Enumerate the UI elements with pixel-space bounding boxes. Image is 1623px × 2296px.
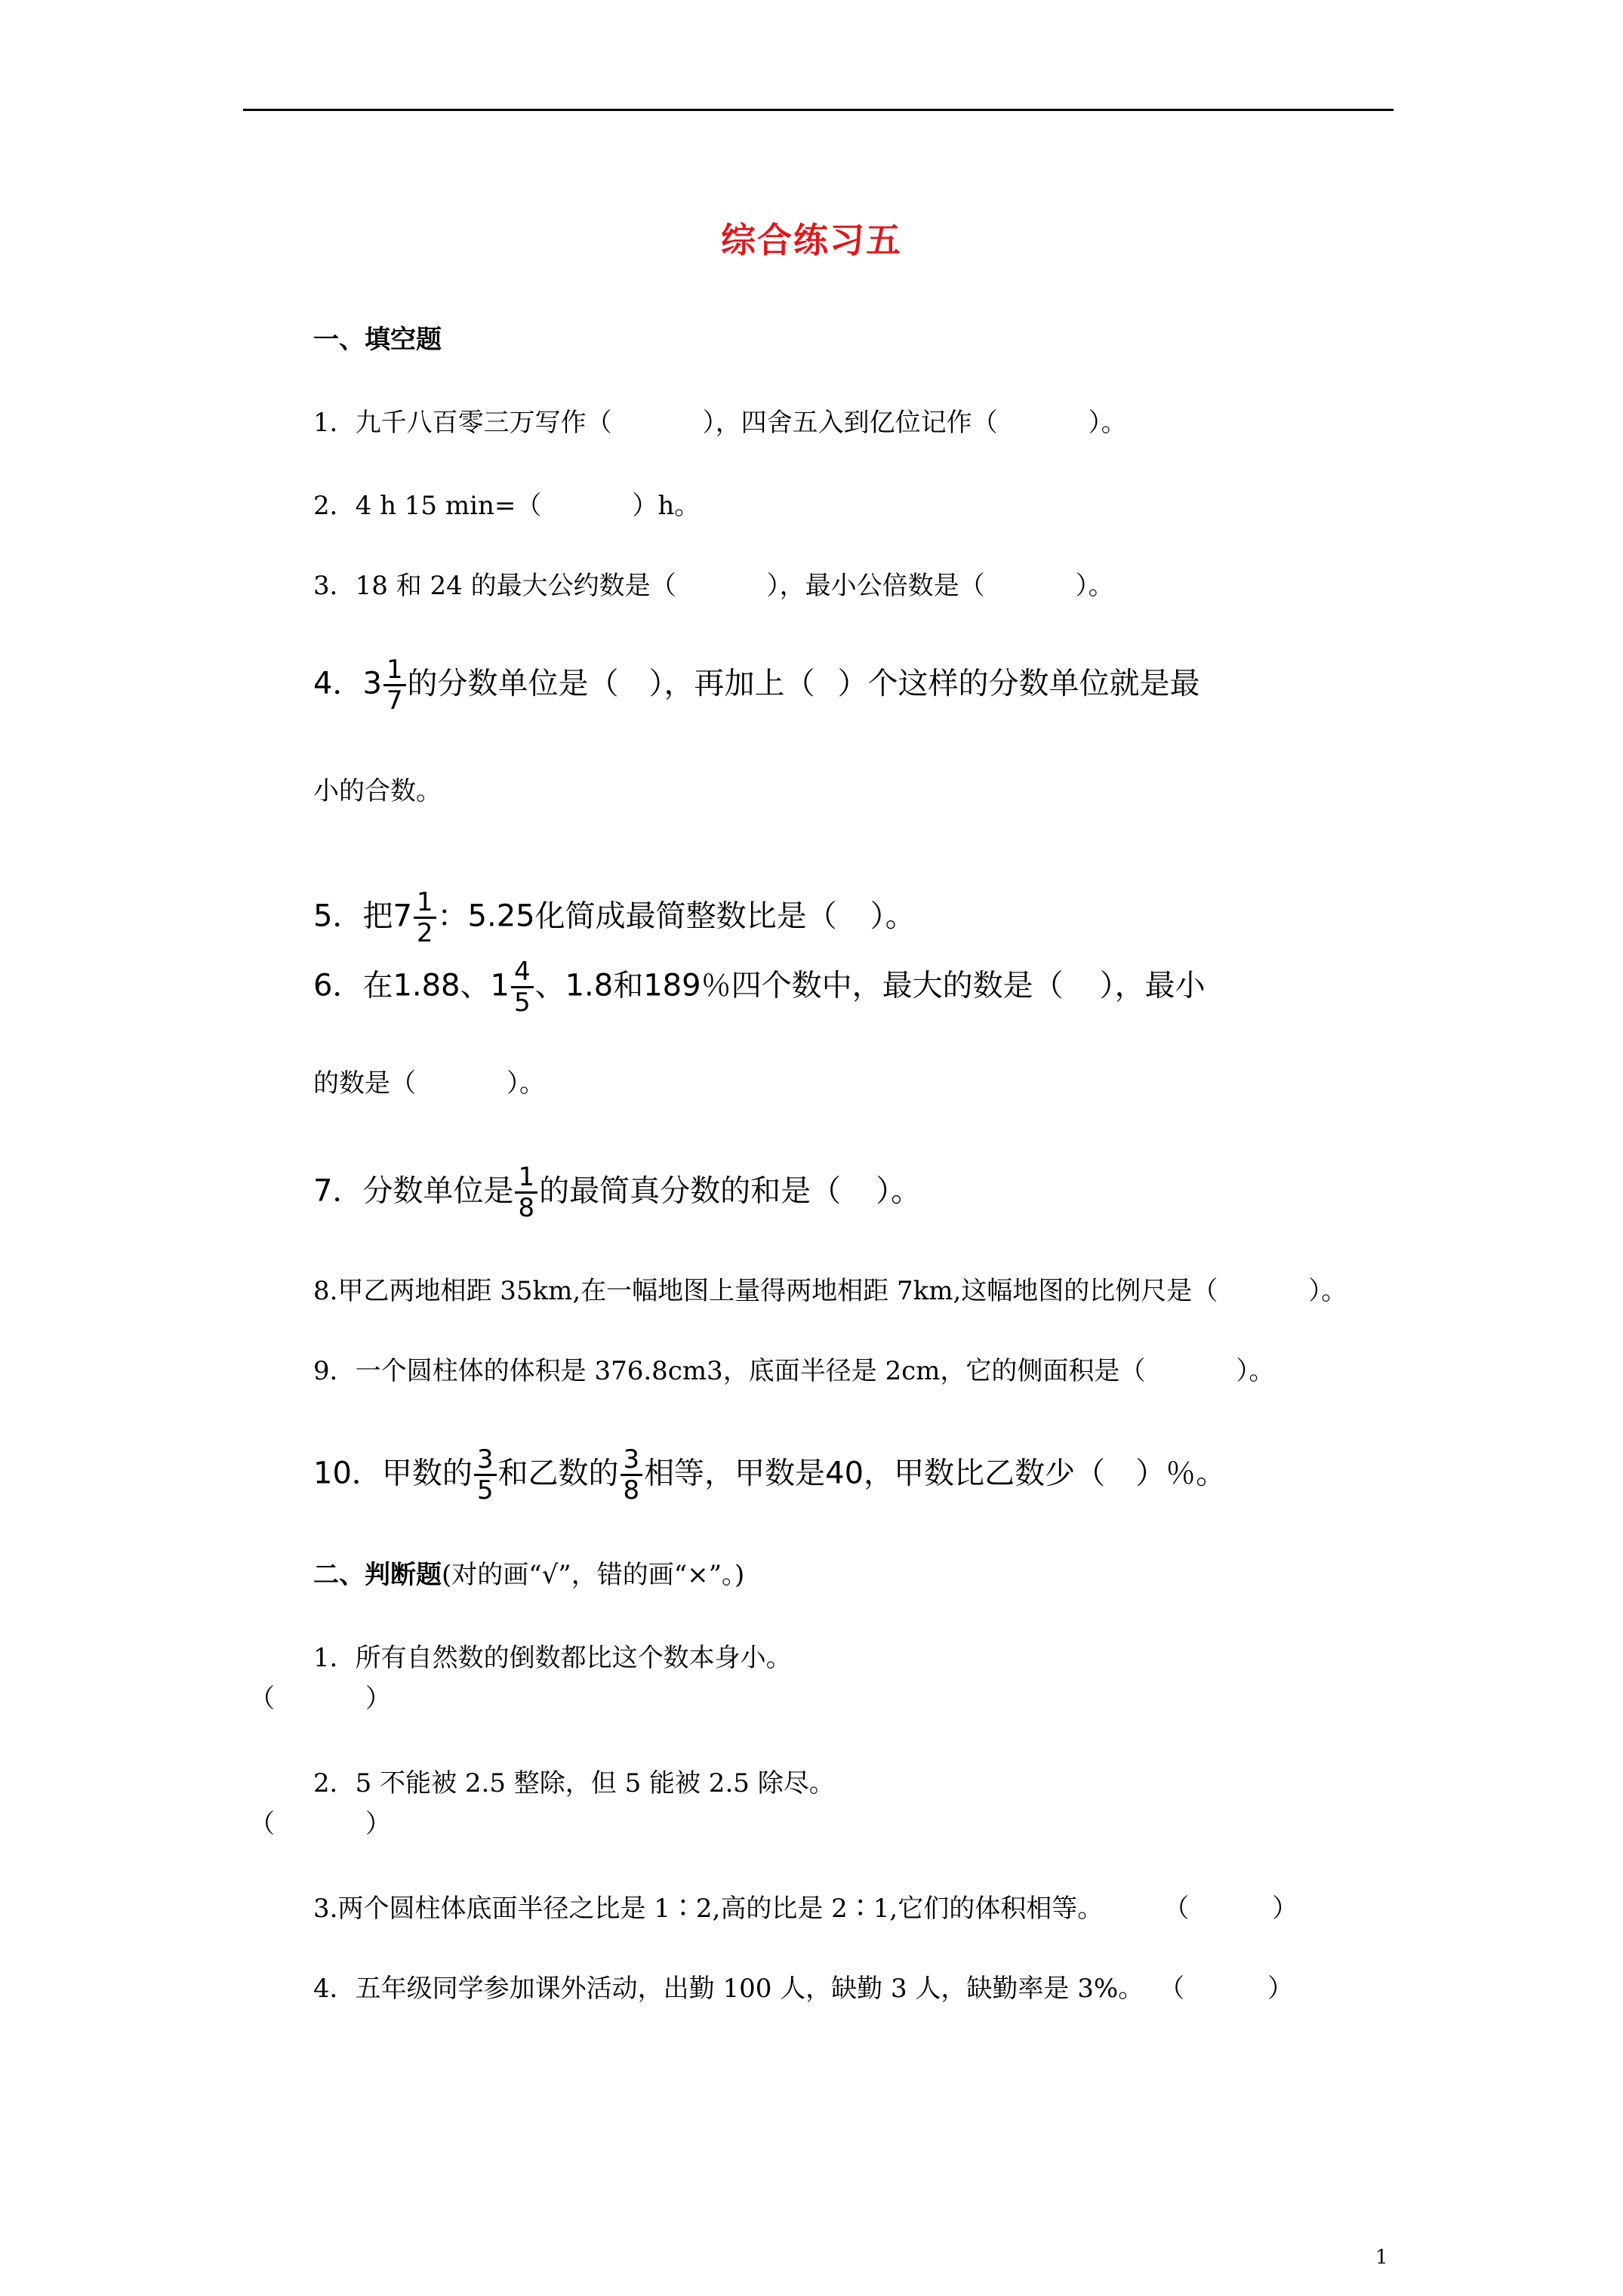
section1-heading: 一、填空题 [313, 325, 442, 355]
question-1-4-cont: 小的合数。 [313, 776, 442, 806]
header-rule [243, 109, 1394, 111]
fraction-4-5: $\frac{4}{5}$ [511, 957, 534, 1017]
fraction-1-2: $\frac{1}{2}$ [414, 888, 436, 948]
question-2-3: 3.两个圆柱体底面半径之比是 1∶2,高的比是 2∶1,它们的体积相等。 （ ） [313, 1894, 1298, 1924]
question-1-7: 7．分数单位是 $\frac{1}{8}$ 的最简真分数的和是（ ）。 [313, 1162, 922, 1223]
question-1-10: 10．甲数的 $\frac{3}{5}$ 和乙数的 $\frac{3}{8}$ 相等，甲数是40，甲数比乙数少（ ）％。 [313, 1444, 1227, 1505]
fraction-1-7: $\frac{1}{7}$ [383, 655, 406, 715]
question-1-5: 5．把7 $\frac{1}{2}$ ：5.25化简成最简整数比是（ ）。 [313, 887, 916, 948]
question-2-1: 1．所有自然数的倒数都比这个数本身小。 [313, 1643, 792, 1673]
question-1-8: 8.甲乙两地相距 35km,在一幅地图上量得两地相距 7km,这幅地图的比例尺是（ ）。 [313, 1276, 1347, 1306]
question-2-4: 4．五年级同学参加课外活动，出勤 100 人，缺勤 3 人，缺勤率是 3%。 （ ） [313, 1974, 1294, 2004]
question-2-2: 2．5 不能被 2.5 整除，但 5 能被 2.5 除尽。 [313, 1768, 835, 1798]
question-1-1: 1．九千八百零三万写作（ ），四舍五入到亿位记作（ ）。 [313, 408, 1127, 438]
page-number: 1 [1375, 2246, 1388, 2269]
fraction-3-8: $\frac{3}{8}$ [621, 1445, 643, 1505]
section2-heading: 二、判断题(对的画“√”，错的画“×”。) [313, 1560, 745, 1590]
question-1-6: 6．在1.88、1 $\frac{4}{5}$ 、1.8和189％四个数中，最大的数是（ ），最小 [313, 957, 1206, 1018]
fraction-3-5: $\frac{3}{5}$ [474, 1445, 497, 1505]
question-1-3: 3．18 和 24 的最大公约数是（ ），最小公倍数是（ ）。 [313, 571, 1114, 601]
question-1-4: 4．3 $\frac{1}{7}$ 的分数单位是（ ），再加上（ ）个这样的分数单位就是最 [313, 655, 1200, 716]
answer-paren-2-1: （ ） [249, 1684, 391, 1714]
question-1-6-cont: 的数是（ ）。 [313, 1068, 545, 1099]
question-1-2: 2．4 h 15 min=（ ）h。 [313, 491, 701, 521]
answer-paren-2-2: （ ） [249, 1809, 391, 1839]
fraction-1-8: $\frac{1}{8}$ [515, 1163, 537, 1222]
page-title: 综合练习五 [721, 220, 902, 260]
question-1-9: 9．一个圆柱体的体积是 376.8cm3，底面半径是 2cm，它的侧面积是（ ）。 [313, 1356, 1275, 1386]
